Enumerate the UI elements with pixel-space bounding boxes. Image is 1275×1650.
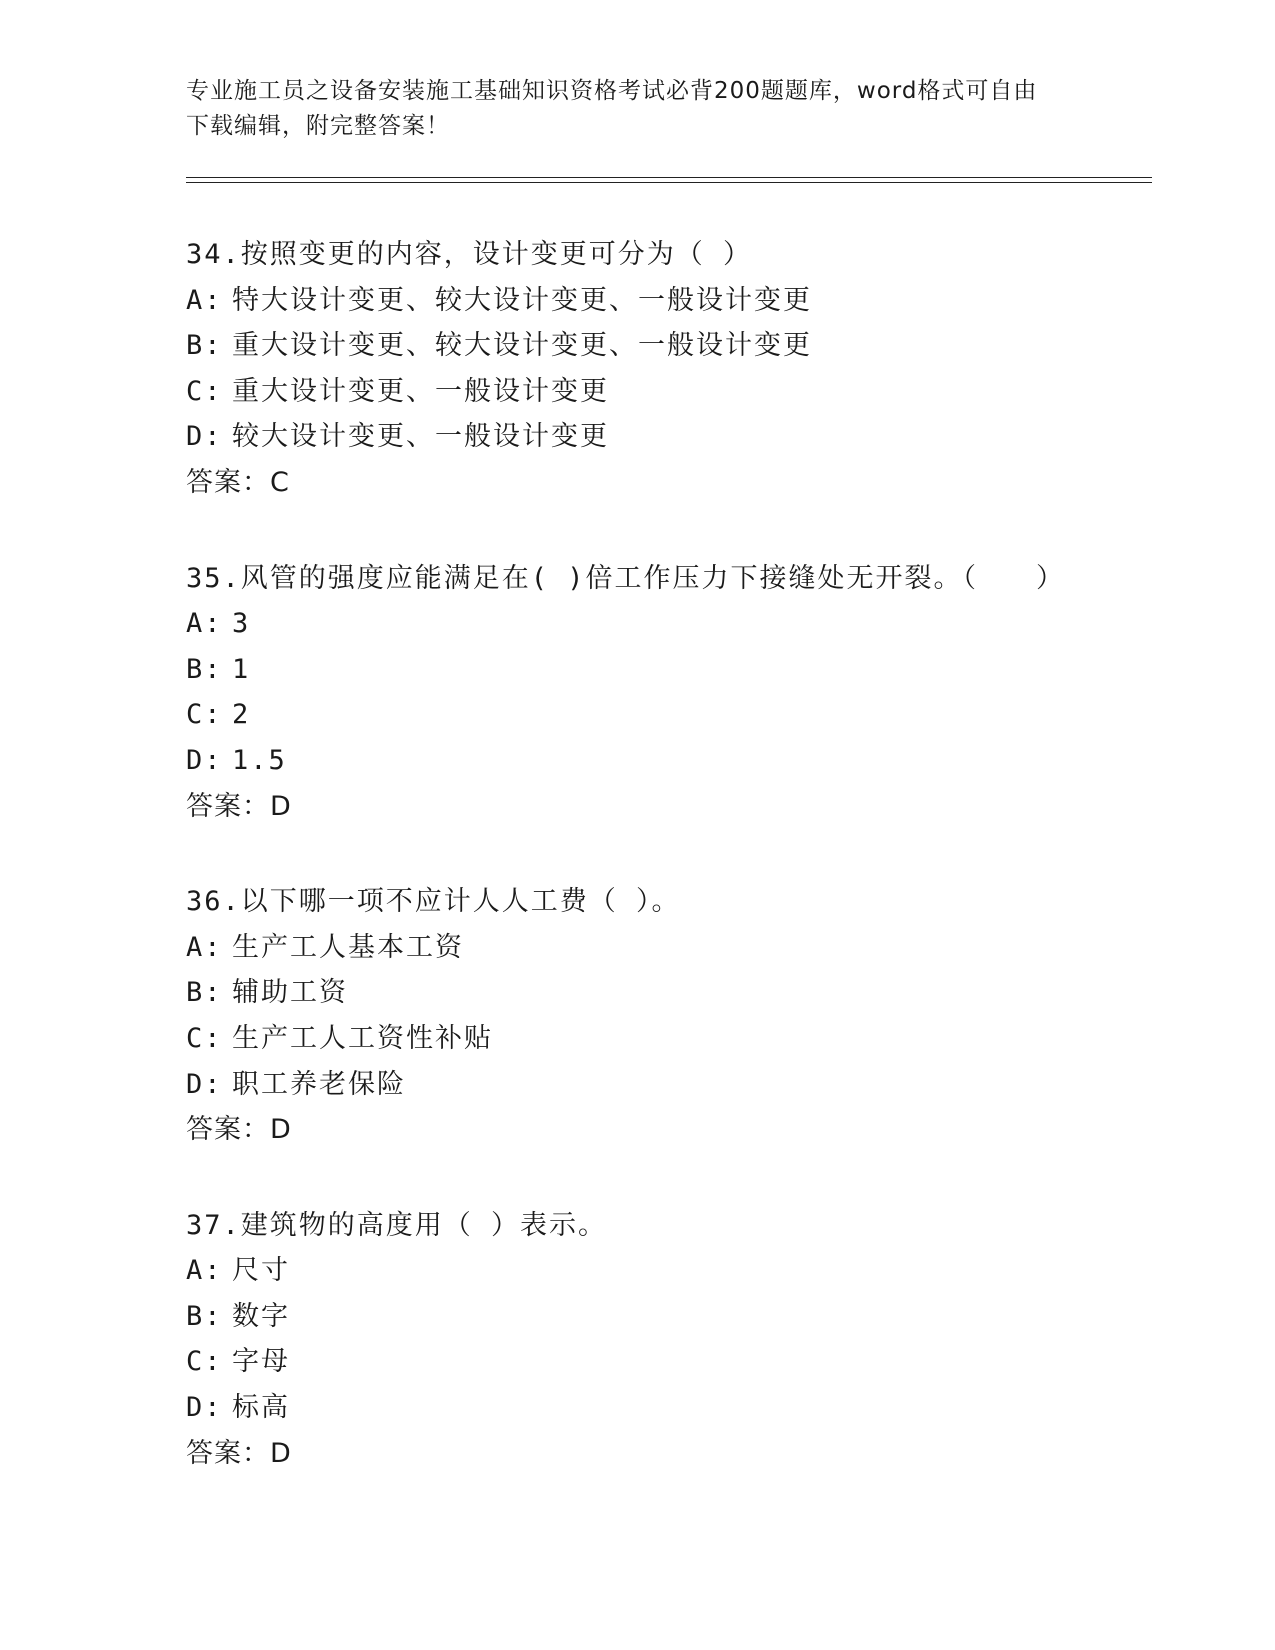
- question-title: 36.以下哪一项不应计人人工费（ ）。: [186, 886, 681, 918]
- option-b: [186, 1294, 1166, 1340]
- option-label: C:: [186, 1022, 223, 1054]
- question-list: [186, 232, 1166, 1526]
- option-text: 2: [232, 699, 251, 731]
- option-text: 数字: [232, 1300, 290, 1332]
- question-36: [186, 879, 1166, 1153]
- answer-line: 答案：D: [186, 790, 292, 822]
- option-text: 生产工人工资性补贴: [232, 1022, 493, 1054]
- option-c: [186, 369, 1166, 415]
- option-text: 尺寸: [232, 1255, 290, 1287]
- option-text: 1: [232, 653, 251, 685]
- option-a: [186, 278, 1166, 324]
- option-d: [186, 1062, 1166, 1108]
- option-d: [186, 1385, 1166, 1431]
- option-label: A:: [186, 931, 223, 963]
- option-text: 重大设计变更、一般设计变更: [232, 375, 609, 407]
- option-label: D:: [186, 1068, 223, 1100]
- option-text: 生产工人基本工资: [232, 931, 464, 963]
- option-text: 职工养老保险: [232, 1068, 406, 1100]
- answer-line: 答案：C: [186, 466, 290, 498]
- option-d: [186, 738, 1166, 784]
- option-text: 1.5: [232, 744, 287, 776]
- header-line-1: 专业施工员之设备安装施工基础知识资格考试必背200题题库，word格式可自由: [186, 78, 1038, 104]
- option-label: C:: [186, 699, 223, 731]
- header-divider-top: [186, 177, 1152, 178]
- option-label: B:: [186, 1300, 223, 1332]
- option-label: B:: [186, 977, 223, 1009]
- question-title: 34.按照变更的内容，设计变更可分为（ ）: [186, 239, 753, 270]
- option-c: [186, 1339, 1166, 1385]
- option-a: [186, 601, 1166, 647]
- question-34: [186, 232, 1166, 506]
- option-label: B:: [186, 330, 223, 362]
- option-label: C:: [186, 375, 223, 407]
- header-line-2: 下载编辑，附完整答案！: [186, 113, 450, 139]
- question-37: [186, 1203, 1166, 1477]
- option-b: [186, 647, 1166, 693]
- option-d: [186, 414, 1166, 460]
- option-label: D:: [186, 1392, 223, 1424]
- option-label: B:: [186, 653, 223, 685]
- question-title: 37.建筑物的高度用（ ）表示。: [186, 1209, 608, 1241]
- option-label: A:: [186, 284, 223, 316]
- option-label: A:: [186, 608, 223, 640]
- option-text: 标高: [232, 1392, 290, 1424]
- option-text: 特大设计变更、较大设计变更、一般设计变更: [232, 284, 812, 316]
- question-35: [186, 556, 1166, 830]
- header-divider-bottom: [186, 182, 1152, 183]
- option-a: [186, 925, 1166, 971]
- option-label: A:: [186, 1255, 223, 1287]
- option-text: 3: [232, 608, 251, 640]
- option-b: [186, 323, 1166, 369]
- question-title: 35.风管的强度应能满足在( )倍工作压力下接缝处无开裂。（ ）: [186, 562, 1066, 594]
- document-header: [186, 74, 1086, 144]
- answer-line: 答案：D: [186, 1114, 292, 1146]
- option-text: 辅助工资: [232, 977, 348, 1009]
- option-text: 较大设计变更、一般设计变更: [232, 421, 609, 453]
- option-b: [186, 970, 1166, 1016]
- option-text: 重大设计变更、较大设计变更、一般设计变更: [232, 330, 812, 362]
- answer-line: 答案：D: [186, 1437, 292, 1469]
- option-a: [186, 1248, 1166, 1294]
- option-label: C:: [186, 1346, 223, 1378]
- option-c: [186, 1016, 1166, 1062]
- option-c: [186, 692, 1166, 738]
- option-label: D:: [186, 421, 223, 453]
- option-label: D:: [186, 744, 223, 776]
- option-text: 字母: [232, 1346, 290, 1378]
